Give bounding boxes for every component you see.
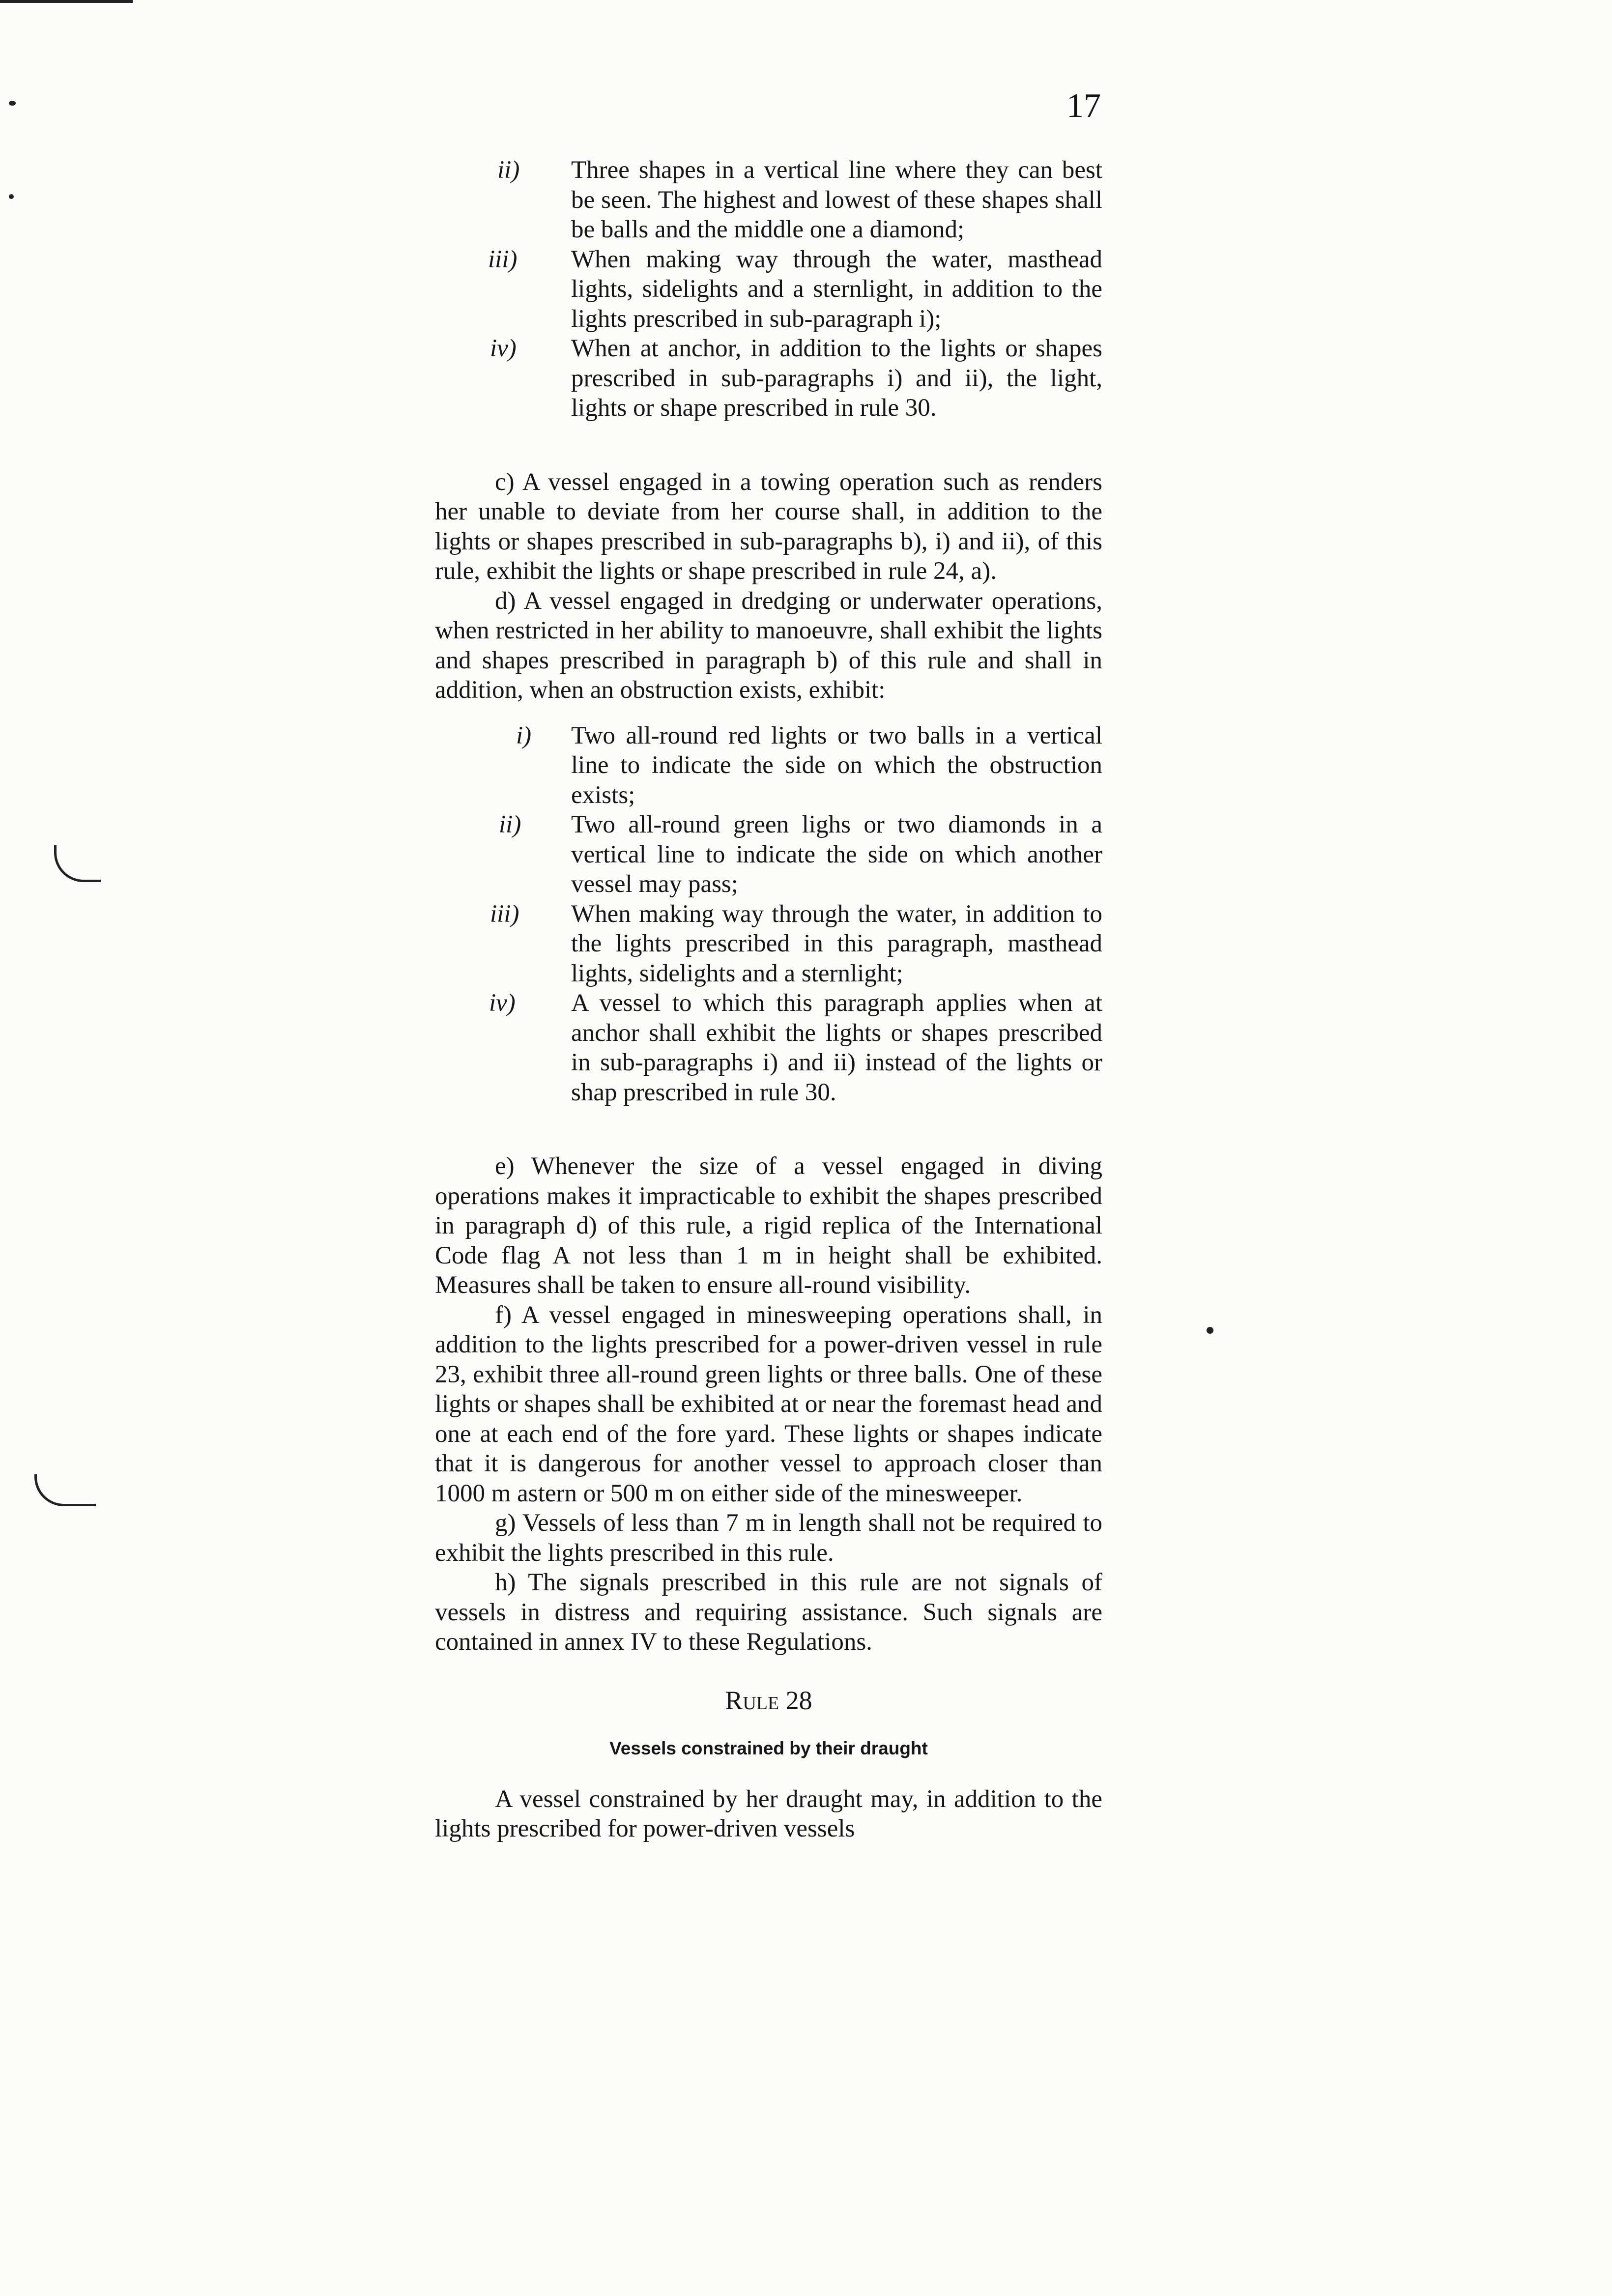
binding-mark <box>34 1474 96 1506</box>
list-item-text: When at anchor, in addition to the lights or shapes prescribed in sub-paragraphs i) and ii), the light, lights or shape prescribed in rule 30. <box>571 335 1102 422</box>
paragraph-f: f) A vessel engaged in minesweeping operations shall, in addition to the lights prescribed for a power-driven vessel in rule 23, exhibit three all-round green lights or three balls. One of these lights or shapes shall be exhibited at or near the foremast head and one at each end of the fore yard. These lights or shapes indicate that it is dangerous for another vessel to approach closer than 1000 m astern or 500 m on either side of the minesweeper. <box>435 1301 1102 1507</box>
section-gap <box>435 1107 1102 1151</box>
list-item-text: Three shapes in a vertical line where they can best be seen. The highest and lowest of these shapes shall be balls and the middle one a diamond; <box>571 156 1102 243</box>
list-item-marker: i) <box>516 721 532 749</box>
list-item-marker: ii) <box>497 156 520 184</box>
list-item <box>435 334 1102 423</box>
list-item-marker: iv) <box>489 989 516 1017</box>
list-item-marker: iv) <box>490 335 517 362</box>
text-column <box>435 155 1102 1844</box>
paragraph-e: e) Whenever the size of a vessel engaged in diving operations makes it impracticable to exhibit the shapes prescribed in paragraph d) of this rule, a rigid replica of the International Code flag A not less than 1 m in height shall be exhibited. Measures shall be taken to ensure all-round visibility. <box>435 1152 1102 1299</box>
binding-mark <box>54 845 101 882</box>
list-item-marker: ii) <box>499 811 521 838</box>
rule-heading: Rule 28 <box>725 1685 812 1715</box>
list-item <box>435 155 1102 245</box>
list-item <box>435 245 1102 334</box>
list-item-text: A vessel to which this paragraph applies when at anchor shall exhibit the lights or shapes prescribed in sub-paragraphs i) and ii) instead of the lights or shap prescribed in rule 30. <box>571 989 1102 1106</box>
rule-subheading: Vessels constrained by their draught <box>609 1738 928 1758</box>
paragraph-h: h) The signals prescribed in this rule are not signals of vessels in distress and requiring assistance. Such signals are contained in annex IV to these Regulations. <box>435 1569 1102 1656</box>
paragraph-d: d) A vessel engaged in dredging or underwater operations, when restricted in her ability to manoeuvre, shall exhibit the lights and shapes prescribed in paragraph b) of this rule and shall in addition, when an obstruction exists, exhibit: <box>435 587 1102 704</box>
list-item <box>435 899 1102 989</box>
paragraph-rule-28: A vessel constrained by her draught may, in addition to the lights prescribed for power-driven vessels <box>435 1785 1102 1842</box>
page-number: 17 <box>1066 87 1101 125</box>
list-item-text: Two all-round red lights or two balls in a vertical line to indicate the side on which the obstruction exists; <box>571 721 1102 809</box>
list-item-text: Two all-round green lighs or two diamonds in a vertical line to indicate the side on which another vessel may pass; <box>571 811 1102 898</box>
list-gap <box>435 705 1102 721</box>
top-edge-rule <box>0 0 133 3</box>
margin-speck <box>9 194 14 199</box>
list-item-text: When making way through the water, masthead lights, sidelights and a sternlight, in addition to the lights prescribed in sub-paragraph i); <box>571 245 1102 333</box>
section-gap <box>435 423 1102 467</box>
paragraph-g: g) Vessels of less than 7 m in length shall not be required to exhibit the lights prescribed in this rule. <box>435 1509 1102 1567</box>
list-item-marker: iii) <box>490 900 519 928</box>
margin-speck <box>9 101 16 106</box>
list-item <box>435 721 1102 810</box>
margin-speck <box>1207 1327 1213 1334</box>
list-item <box>435 810 1102 899</box>
list-item <box>435 988 1102 1107</box>
paragraph-c: c) A vessel engaged in a towing operation such as renders her unable to deviate from her course shall, in addition to the lights or shapes prescribed in sub-paragraphs b), i) and ii), of this rule, exhibit the lights or shape prescribed in rule 24, a). <box>435 468 1102 585</box>
list-item-marker: iii) <box>488 245 518 273</box>
list-item-text: When making way through the water, in addition to the lights prescribed in this paragraph, masthead lights, sidelights and a sternlight; <box>571 900 1102 987</box>
